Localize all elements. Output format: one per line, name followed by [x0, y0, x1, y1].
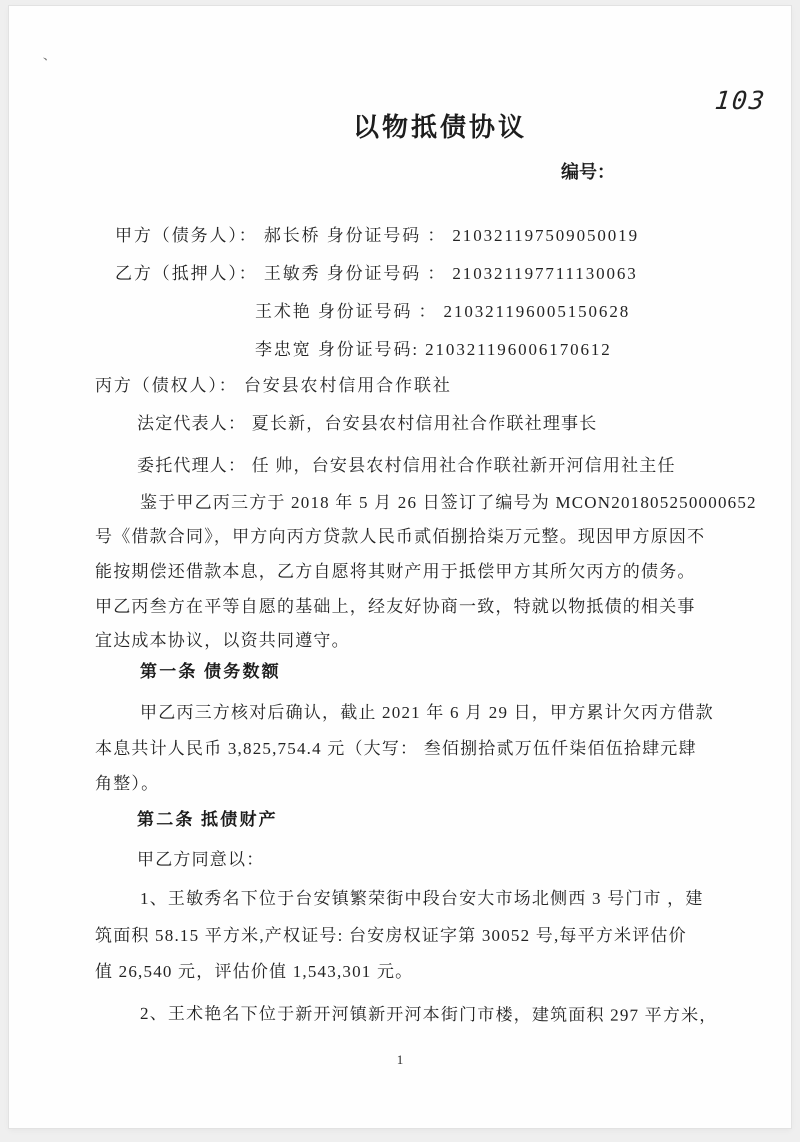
document-line: 鉴于甲乙丙三方于 2018 年 5 月 26 日签订了编号为 MCON201805250000652: [140, 493, 757, 512]
document-line: 能按期偿还借款本息，乙方自愿将其财产用于抵偿甲方其所欠丙方的债务。: [95, 562, 696, 581]
document-line: 甲乙丙三方核对后确认，截止 2021 年 6 月 29 日，甲方累计欠丙方借款: [140, 703, 714, 722]
document-line: 筑面积 58.15 平方米,产权证号: 台安房权证字第 30052 号,每平方米评估价: [95, 926, 687, 945]
document-line: 甲乙丙叁方在平等自愿的基础上，经友好协商一致，特就以物抵债的相关事: [95, 597, 696, 616]
document-line: 丙方（债权人）： 台安县农村信用合作联社: [95, 376, 452, 395]
page-footer-number: 1: [396, 1052, 404, 1067]
document-line: 2、王术艳名下位于新开河镇新开河本街门市楼，建筑面积 297 平方米，: [139, 1003, 718, 1026]
document-line: 乙方（抵押人）： 王敏秀 身份证号码 ： 210321197711130063: [115, 264, 638, 283]
document-line: 王术艳 身份证号码 ： 210321196005150628: [255, 302, 631, 321]
document-line: 第一条 债务数额: [140, 662, 281, 681]
document-lines: [9, 6, 791, 1128]
stray-ink-mark: 、: [40, 45, 57, 64]
document-line: 号《借款合同》，甲方向丙方贷款人民币贰佰捌拾柒万元整。现因甲方原因不: [95, 527, 706, 546]
document-line: 宜达成本协议，以资共同遵守。: [95, 631, 350, 650]
document-title: 以物抵债协议: [353, 112, 528, 142]
document-line: 李忠宽 身份证号码: 210321196006170612: [255, 340, 612, 359]
document-line: 值 26,540 元，评估价值 1,543,301 元。: [95, 962, 414, 981]
document-line: 角整）。: [95, 774, 160, 793]
document-line: 委托代理人： 任 帅，台安县农村信用社合作联社新开河信用社主任: [137, 456, 676, 475]
document-line: 本息共计人民币 3,825,754.4 元（大写： 叁佰捌拾贰万伍仟柒佰伍拾肆元肆: [95, 739, 697, 758]
serial-number-label: 编号：: [561, 162, 615, 182]
document-line: 1、王敏秀名下位于台安镇繁荣街中段台安大市场北侧西 3 号门市 ，建: [140, 889, 704, 908]
archive-page-number: 103: [713, 86, 768, 115]
document-line: 甲乙方同意以：: [137, 850, 265, 869]
document-line: 甲方（债务人）： 郝长桥 身份证号码 ： 210321197509050019: [115, 226, 639, 245]
document-line: 法定代表人： 夏长新，台安县农村信用社合作联社理事长: [137, 414, 598, 433]
document-line: 第二条 抵债财产: [137, 810, 278, 829]
document-page: [9, 6, 791, 1128]
